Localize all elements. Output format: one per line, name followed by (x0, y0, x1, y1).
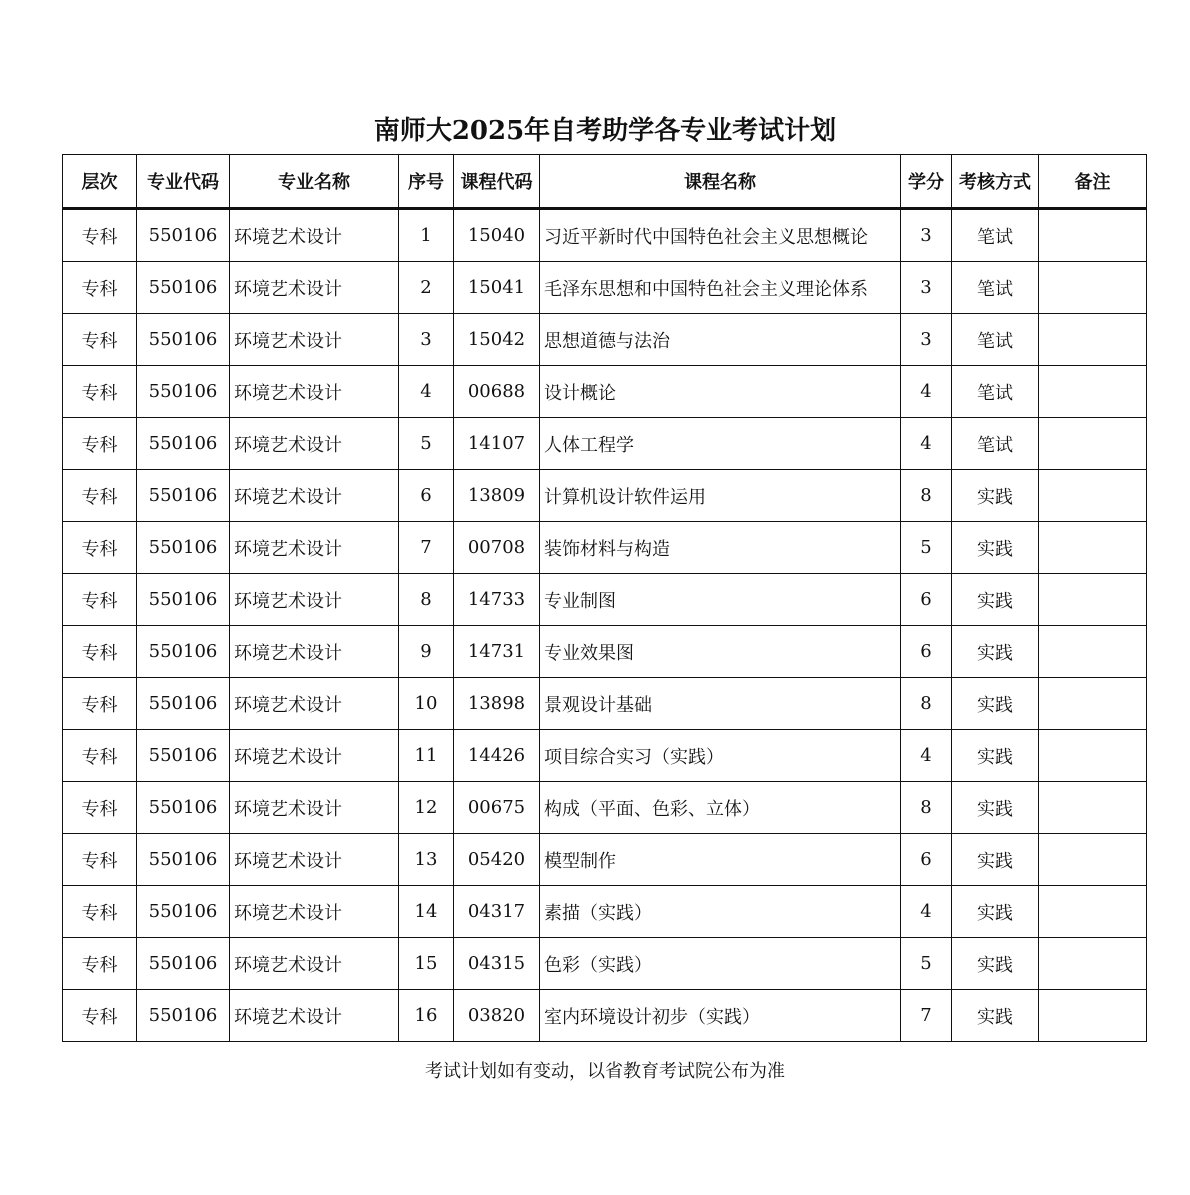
cell-level: 专科 (63, 678, 137, 730)
cell-course-name: 专业制图 (540, 574, 901, 626)
cell-course-name: 项目综合实习（实践） (540, 730, 901, 782)
cell-no: 16 (399, 990, 454, 1042)
cell-major-code: 550106 (137, 626, 230, 678)
cell-course-code: 03820 (454, 990, 540, 1042)
cell-course-name: 模型制作 (540, 834, 901, 886)
cell-remark (1039, 314, 1147, 366)
cell-credit: 3 (901, 262, 952, 314)
cell-credit: 6 (901, 834, 952, 886)
cell-level: 专科 (63, 522, 137, 574)
header-major-code: 专业代码 (137, 155, 230, 209)
table-header-row (63, 155, 1147, 209)
cell-no: 3 (399, 314, 454, 366)
cell-remark (1039, 418, 1147, 470)
cell-remark (1039, 678, 1147, 730)
cell-major-code: 550106 (137, 678, 230, 730)
cell-exam-type: 实践 (952, 574, 1039, 626)
cell-no: 14 (399, 886, 454, 938)
cell-major-name: 环境艺术设计 (230, 418, 399, 470)
cell-exam-type: 实践 (952, 470, 1039, 522)
cell-major-name: 环境艺术设计 (230, 262, 399, 314)
cell-credit: 6 (901, 626, 952, 678)
cell-major-code: 550106 (137, 574, 230, 626)
cell-major-code: 550106 (137, 834, 230, 886)
cell-major-name: 环境艺术设计 (230, 366, 399, 418)
cell-credit: 3 (901, 209, 952, 262)
cell-major-name: 环境艺术设计 (230, 730, 399, 782)
table-row (63, 522, 1147, 574)
cell-no: 6 (399, 470, 454, 522)
cell-remark (1039, 938, 1147, 990)
cell-course-code: 04317 (454, 886, 540, 938)
cell-no: 7 (399, 522, 454, 574)
cell-course-name: 装饰材料与构造 (540, 522, 901, 574)
cell-course-code: 04315 (454, 938, 540, 990)
cell-no: 4 (399, 366, 454, 418)
cell-course-code: 14107 (454, 418, 540, 470)
cell-remark (1039, 209, 1147, 262)
cell-major-code: 550106 (137, 990, 230, 1042)
cell-course-code: 14731 (454, 626, 540, 678)
cell-exam-type: 笔试 (952, 209, 1039, 262)
cell-course-name: 景观设计基础 (540, 678, 901, 730)
cell-remark (1039, 366, 1147, 418)
cell-major-name: 环境艺术设计 (230, 470, 399, 522)
cell-course-name: 计算机设计软件运用 (540, 470, 901, 522)
cell-course-name: 构成（平面、色彩、立体） (540, 782, 901, 834)
cell-credit: 4 (901, 366, 952, 418)
cell-remark (1039, 782, 1147, 834)
cell-major-name: 环境艺术设计 (230, 314, 399, 366)
cell-level: 专科 (63, 834, 137, 886)
cell-level: 专科 (63, 626, 137, 678)
cell-course-code: 00688 (454, 366, 540, 418)
cell-level: 专科 (63, 314, 137, 366)
header-remark: 备注 (1039, 155, 1147, 209)
cell-major-name: 环境艺术设计 (230, 209, 399, 262)
cell-major-code: 550106 (137, 522, 230, 574)
cell-course-name: 素描（实践） (540, 886, 901, 938)
table-row (63, 990, 1147, 1042)
cell-remark (1039, 574, 1147, 626)
cell-exam-type: 笔试 (952, 262, 1039, 314)
table-row (63, 262, 1147, 314)
header-major-name: 专业名称 (230, 155, 399, 209)
cell-exam-type: 实践 (952, 522, 1039, 574)
cell-credit: 5 (901, 938, 952, 990)
cell-course-code: 15042 (454, 314, 540, 366)
cell-credit: 8 (901, 782, 952, 834)
page-title: 南师大2025年自考助学各专业考试计划 (373, 116, 837, 146)
table-row (63, 574, 1147, 626)
cell-credit: 4 (901, 886, 952, 938)
cell-credit: 4 (901, 730, 952, 782)
cell-no: 5 (399, 418, 454, 470)
cell-credit: 5 (901, 522, 952, 574)
cell-remark (1039, 730, 1147, 782)
cell-exam-type: 实践 (952, 834, 1039, 886)
table-row (63, 678, 1147, 730)
cell-major-code: 550106 (137, 782, 230, 834)
exam-plan-table (62, 154, 1147, 1042)
cell-level: 专科 (63, 886, 137, 938)
table-row (63, 314, 1147, 366)
cell-level: 专科 (63, 574, 137, 626)
cell-course-code: 00675 (454, 782, 540, 834)
cell-major-code: 550106 (137, 209, 230, 262)
cell-course-code: 14733 (454, 574, 540, 626)
cell-no: 8 (399, 574, 454, 626)
cell-level: 专科 (63, 366, 137, 418)
cell-course-name: 人体工程学 (540, 418, 901, 470)
cell-course-code: 05420 (454, 834, 540, 886)
cell-credit: 7 (901, 990, 952, 1042)
header-no: 序号 (399, 155, 454, 209)
cell-credit: 3 (901, 314, 952, 366)
cell-course-name: 色彩（实践） (540, 938, 901, 990)
cell-no: 10 (399, 678, 454, 730)
cell-no: 1 (399, 209, 454, 262)
cell-level: 专科 (63, 782, 137, 834)
cell-no: 2 (399, 262, 454, 314)
cell-remark (1039, 990, 1147, 1042)
cell-credit: 4 (901, 418, 952, 470)
cell-level: 专科 (63, 209, 137, 262)
cell-exam-type: 实践 (952, 782, 1039, 834)
cell-level: 专科 (63, 262, 137, 314)
cell-course-code: 13809 (454, 470, 540, 522)
cell-remark (1039, 470, 1147, 522)
cell-exam-type: 实践 (952, 626, 1039, 678)
header-credit: 学分 (901, 155, 952, 209)
cell-no: 12 (399, 782, 454, 834)
table-row (63, 626, 1147, 678)
cell-major-name: 环境艺术设计 (230, 574, 399, 626)
cell-level: 专科 (63, 938, 137, 990)
cell-course-code: 15040 (454, 209, 540, 262)
cell-major-name: 环境艺术设计 (230, 782, 399, 834)
cell-course-name: 专业效果图 (540, 626, 901, 678)
table-row (63, 834, 1147, 886)
table-row (63, 938, 1147, 990)
cell-exam-type: 笔试 (952, 314, 1039, 366)
header-course-code: 课程代码 (454, 155, 540, 209)
header-level: 层次 (63, 155, 137, 209)
cell-major-name: 环境艺术设计 (230, 626, 399, 678)
table-row (63, 366, 1147, 418)
cell-remark (1039, 522, 1147, 574)
cell-remark (1039, 262, 1147, 314)
cell-no: 11 (399, 730, 454, 782)
table-row (63, 209, 1147, 262)
cell-major-name: 环境艺术设计 (230, 938, 399, 990)
cell-major-name: 环境艺术设计 (230, 678, 399, 730)
cell-remark (1039, 626, 1147, 678)
cell-no: 9 (399, 626, 454, 678)
cell-major-name: 环境艺术设计 (230, 834, 399, 886)
cell-credit: 8 (901, 678, 952, 730)
cell-level: 专科 (63, 990, 137, 1042)
cell-exam-type: 笔试 (952, 418, 1039, 470)
table-row (63, 782, 1147, 834)
cell-major-code: 550106 (137, 730, 230, 782)
cell-major-code: 550106 (137, 886, 230, 938)
cell-course-code: 13898 (454, 678, 540, 730)
cell-exam-type: 实践 (952, 938, 1039, 990)
table-row (63, 886, 1147, 938)
cell-credit: 8 (901, 470, 952, 522)
cell-major-code: 550106 (137, 314, 230, 366)
cell-major-code: 550106 (137, 938, 230, 990)
cell-major-code: 550106 (137, 470, 230, 522)
cell-no: 13 (399, 834, 454, 886)
cell-exam-type: 笔试 (952, 366, 1039, 418)
table-row (63, 470, 1147, 522)
cell-no: 15 (399, 938, 454, 990)
cell-course-name: 习近平新时代中国特色社会主义思想概论 (540, 209, 901, 262)
header-course-name: 课程名称 (540, 155, 901, 209)
cell-major-name: 环境艺术设计 (230, 522, 399, 574)
cell-remark (1039, 886, 1147, 938)
cell-credit: 6 (901, 574, 952, 626)
footnote: 考试计划如有变动，以省教育考试院公布为准 (425, 1061, 785, 1082)
cell-level: 专科 (63, 730, 137, 782)
header-exam-type: 考核方式 (952, 155, 1039, 209)
cell-major-code: 550106 (137, 418, 230, 470)
cell-exam-type: 实践 (952, 990, 1039, 1042)
cell-course-name: 设计概论 (540, 366, 901, 418)
cell-course-code: 15041 (454, 262, 540, 314)
cell-exam-type: 实践 (952, 678, 1039, 730)
cell-major-name: 环境艺术设计 (230, 990, 399, 1042)
table-row (63, 418, 1147, 470)
cell-level: 专科 (63, 470, 137, 522)
cell-remark (1039, 834, 1147, 886)
cell-exam-type: 实践 (952, 886, 1039, 938)
cell-major-code: 550106 (137, 262, 230, 314)
table-row (63, 730, 1147, 782)
cell-course-name: 思想道德与法治 (540, 314, 901, 366)
cell-level: 专科 (63, 418, 137, 470)
cell-major-name: 环境艺术设计 (230, 886, 399, 938)
cell-course-name: 室内环境设计初步（实践） (540, 990, 901, 1042)
cell-exam-type: 实践 (952, 730, 1039, 782)
cell-major-code: 550106 (137, 366, 230, 418)
cell-course-code: 00708 (454, 522, 540, 574)
cell-course-name: 毛泽东思想和中国特色社会主义理论体系 (540, 262, 901, 314)
cell-course-code: 14426 (454, 730, 540, 782)
